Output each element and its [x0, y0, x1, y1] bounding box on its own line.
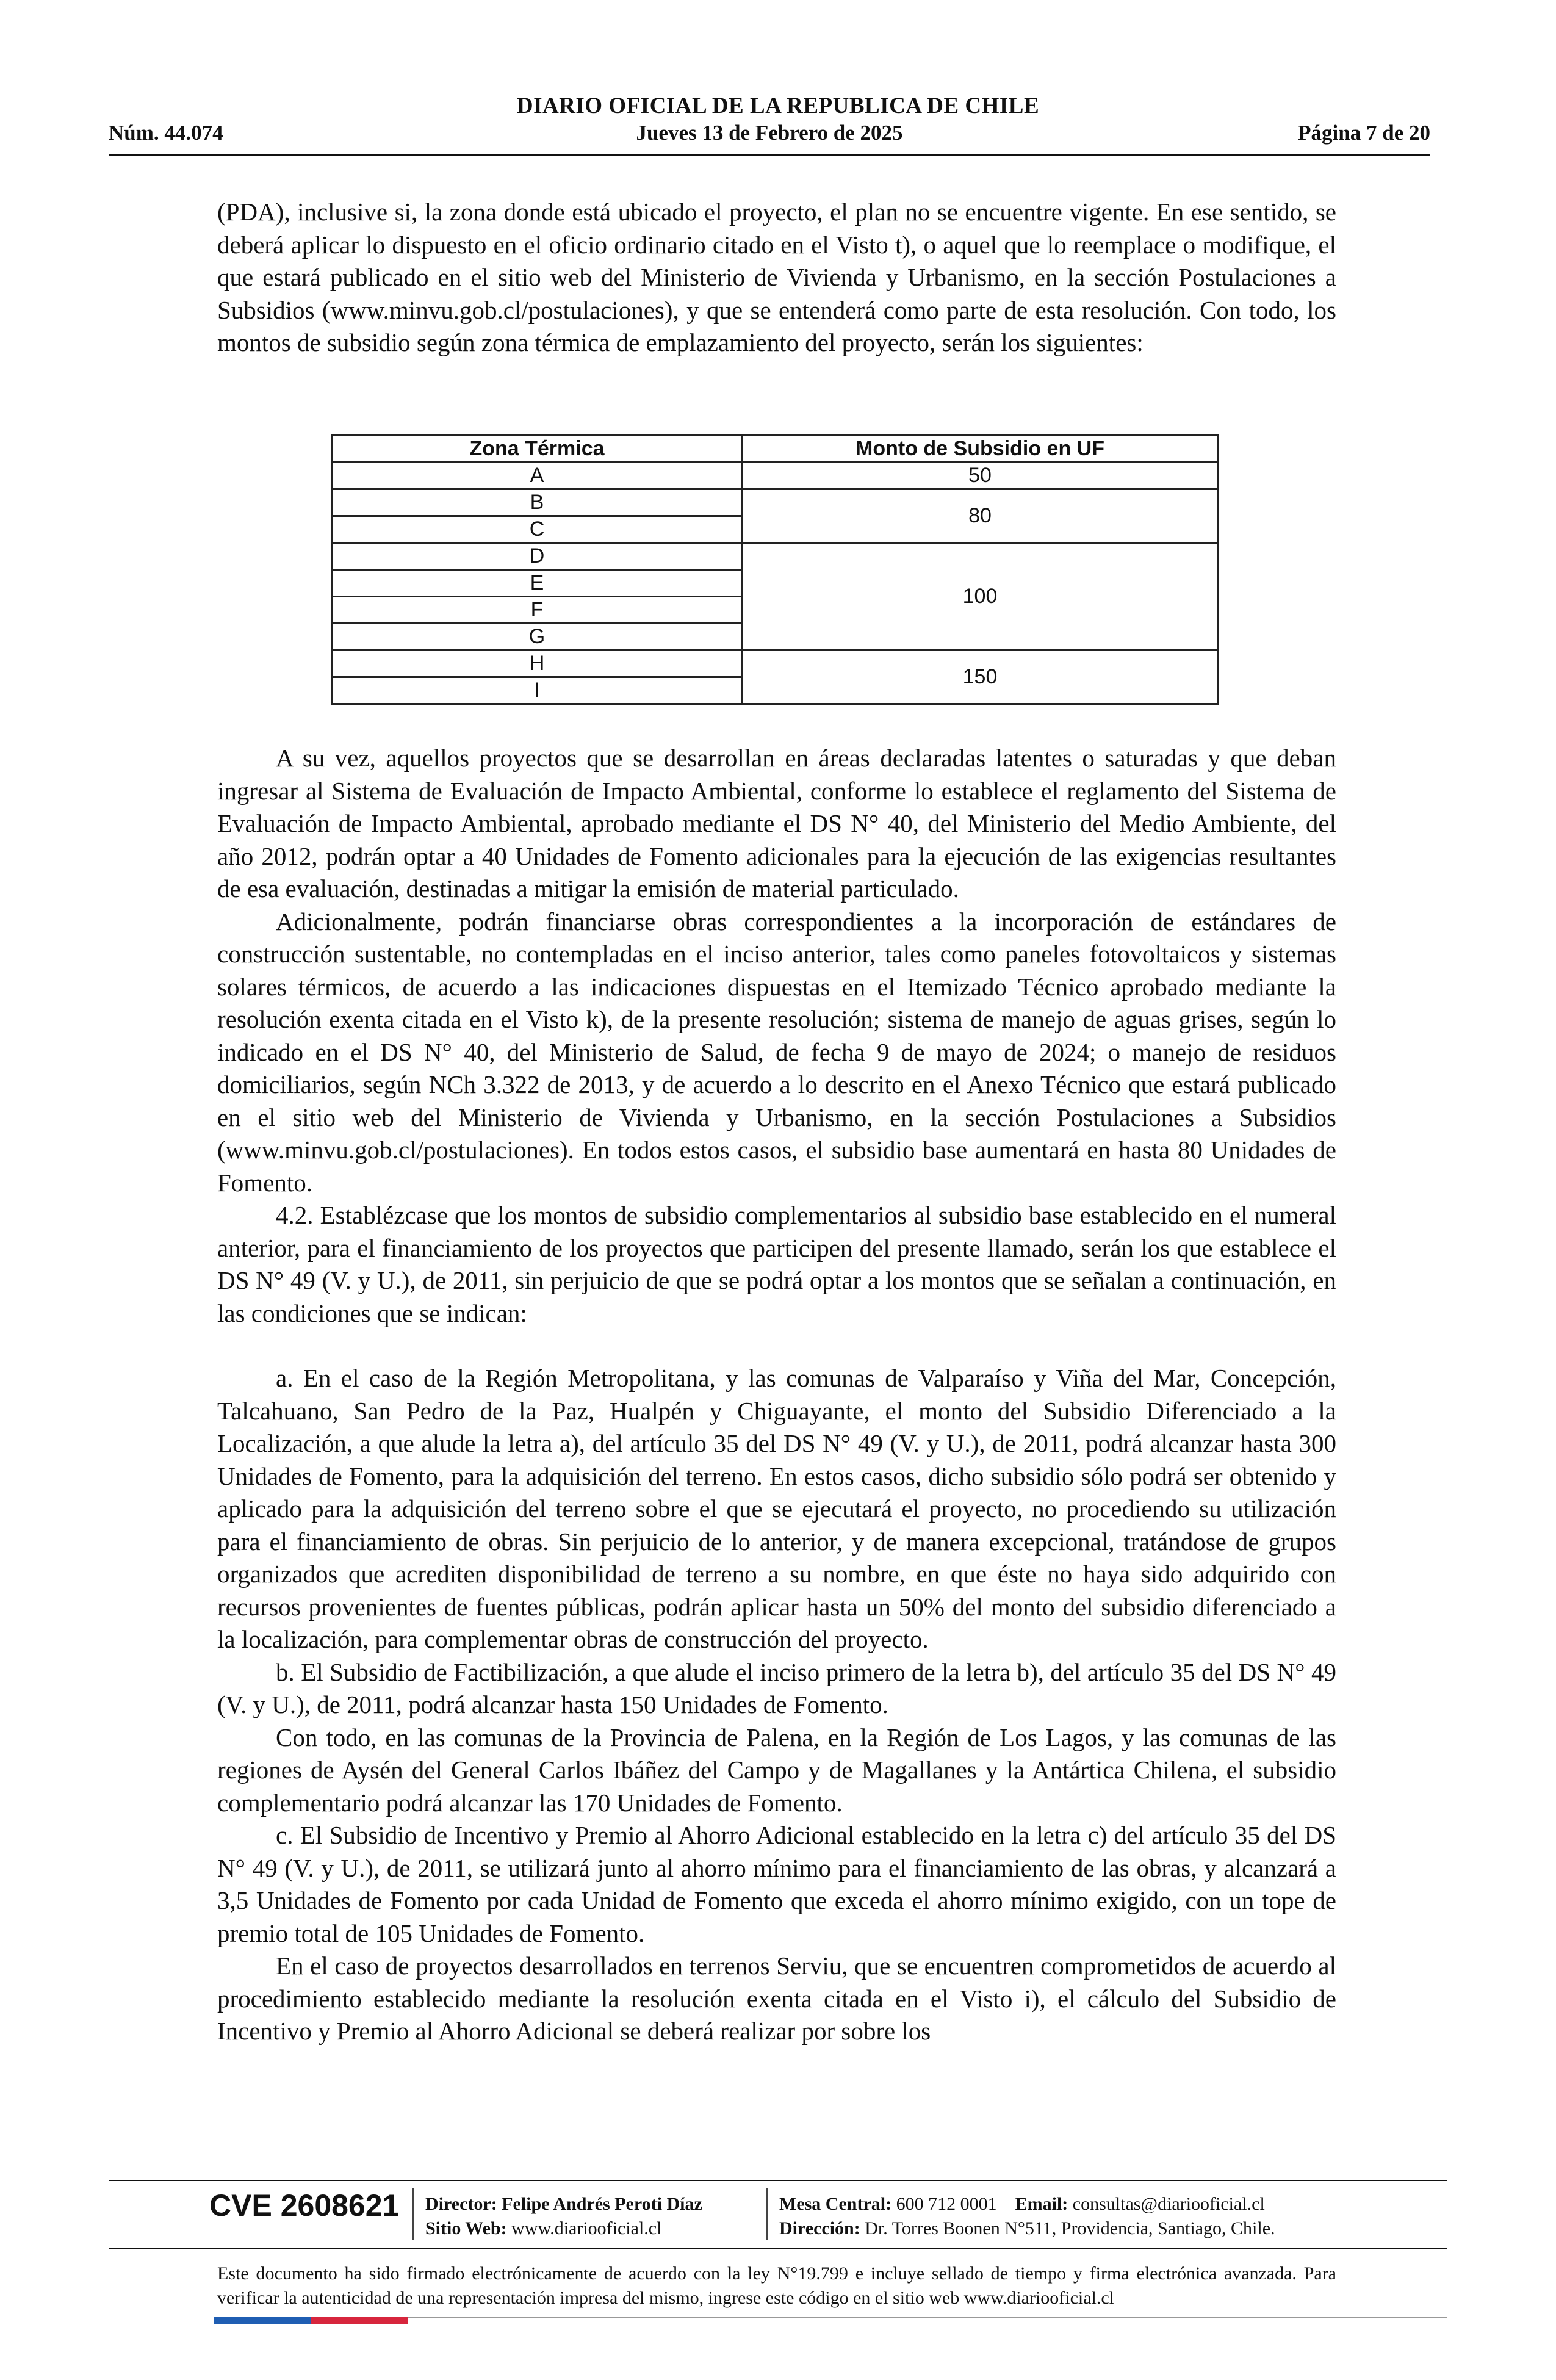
flag-blue-segment — [214, 2317, 311, 2324]
zone-cell: E — [333, 570, 742, 597]
issue-date: Jueves 13 de Febrero de 2025 — [636, 121, 903, 145]
thermal-zone-table — [331, 434, 1219, 705]
email-label: Email: — [1015, 2194, 1068, 2214]
site-label: Sitio Web: — [425, 2218, 507, 2238]
footer-separator — [412, 2188, 414, 2240]
amount-cell: 150 — [742, 651, 1219, 704]
footer-divider — [109, 2248, 1447, 2249]
zone-cell: G — [333, 624, 742, 651]
column-header-amount: Monto de Subsidio en UF — [742, 435, 1219, 463]
page-number: Página 7 de 20 — [1298, 121, 1430, 145]
paragraph: c. El Subsidio de Incentivo y Premio al Ahorro Adicional establecido en la letra c) del artículo 35 del DS N° 49 (V. y U.), de 2011, se utilizará junto al ahorro mínimo para el financiamiento de las obras, y alcanzará a 3,5 Unidades de Fomento por cada Unidad de Fomento que exceda el ahorro mínimo exigido, con un tope de premio total de 105 Unidades de Fomento. — [217, 1821, 1336, 1947]
column-header-zone: Zona Térmica — [333, 435, 742, 463]
issue-number: Núm. 44.074 — [109, 121, 223, 145]
paragraph: En el caso de proyectos desarrollados en terrenos Serviu, que se encuentren comprometidos de acuerdo al procedimiento establecido mediante la resolución exenta citada en el Visto i), el cálculo del Subsidio de Incentivo y Premio al Ahorro Adicional se deberá realizar por sobre los — [217, 1952, 1336, 2045]
paragraph: Con todo, en las comunas de la Provincia de Palena, en la Región de Los Lagos, y las comunas de las regiones de Aysén del General Carlos Ibáñez del Campo y de Magallanes y la Antártica Chilena, el subsidio complementario podrá alcanzar las 170 Unidades de Fomento. — [217, 1723, 1336, 1817]
amount-cell: 80 — [742, 489, 1219, 543]
zone-cell: C — [333, 516, 742, 543]
header-row — [109, 121, 1430, 149]
director-label: Director: — [425, 2194, 497, 2214]
flag-stripe — [214, 2317, 408, 2324]
footer-director-block — [425, 2192, 702, 2241]
zone-cell: B — [333, 489, 742, 516]
mesa-label: Mesa Central: — [779, 2194, 892, 2214]
email-link[interactable]: consultas@diariooficial.cl — [1072, 2194, 1265, 2214]
amount-cell: 50 — [742, 463, 1219, 489]
zone-cell: F — [333, 597, 742, 624]
flag-red-segment — [311, 2317, 408, 2324]
director-name: Felipe Andrés Peroti Díaz — [502, 2194, 702, 2214]
zone-cell: D — [333, 543, 742, 570]
body-main — [217, 742, 1336, 2048]
paragraph: a. En el caso de la Región Metropolitana, y las comunas de Valparaíso y Viña del Mar, Concepción, Talcahuano, San Pedro de la Paz, Hualpén y Chiguayante, el monto del Subsidio Diferenciado a la Localización, a que alude la letra a), del artículo 35 del DS N° 49 (V. y U.), de 2011, podrá alcanzar hasta 300 Unidades de Fomento, para la adquisición del terreno. En estos casos, dicho subsidio sólo podrá ser obtenido y aplicado para la adquisición del terreno sobre el que se ejecutará el proyecto, no procediendo su utilización para el financiamiento de obras. Sin perjuicio de lo anterior, y de manera excepcional, tratándose de grupos organizados que acrediten disponibilidad de terreno a su nombre, en que éste no haya sido adquirido con recursos provenientes de fuentes públicas, podrán aplicar hasta un 50% del monto del subsidio diferenciado a la localización, para complementar obras de construcción del proyecto. — [217, 1364, 1336, 1653]
paragraph: 4.2. Establézcase que los montos de subsidio complementarios al subsidio base establecido en el numeral anterior, para el financiamiento de los proyectos que participen del presente llamado, serán los que establece el DS N° 49 (V. y U.), de 2011, sin perjuicio de que se podrá optar a los montos que se señalan a continuación, en las condiciones que se indican: — [217, 1201, 1336, 1327]
zone-cell: H — [333, 651, 742, 677]
address-label: Dirección: — [779, 2218, 860, 2238]
footer-divider — [109, 2180, 1447, 2181]
site-link[interactable]: www.diariooficial.cl — [511, 2218, 662, 2238]
zone-cell: A — [333, 463, 742, 489]
header-divider — [109, 154, 1430, 156]
mesa-phone: 600 712 0001 — [896, 2194, 997, 2214]
body-top — [217, 196, 1336, 359]
newspaper-title: DIARIO OFICIAL DE LA REPUBLICA DE CHILE — [516, 93, 1040, 118]
amount-cell: 100 — [742, 543, 1219, 651]
cve-code: CVE 2608621 — [209, 2188, 400, 2223]
footer-contact-block — [779, 2192, 1275, 2241]
legal-notice: Este documento ha sido firmado electrónicamente de acuerdo con la ley N°19.799 e incluye sellado de tiempo y firma electrónica avanzada. Para verificar la autenticidad de una representación impresa del mismo, ingrese este código en el sitio web www.diariooficial.cl — [217, 2263, 1336, 2308]
paragraph: Adicionalmente, podrán financiarse obras correspondientes a la incorporación de estándares de construcción sustentable, no contempladas en el inciso anterior, tales como paneles fotovoltaicos y sistemas solares térmicos, de acuerdo a las indicaciones dispuestas en el Itemizado Técnico aprobado mediante la resolución exenta citada en el Visto k), de la presente resolución; sistema de manejo de aguas grises, según lo indicado en el DS N° 40, del Ministerio de Salud, de fecha 9 de mayo de 2024; o manejo de residuos domiciliarios, según NCh 3.322 de 2013, y de acuerdo a lo descrito en el Anexo Técnico que estará publicado en el sitio web del Ministerio de Vivienda y Urbanismo, en la sección Postulaciones a Subsidios (www.minvu.gob.cl/postulaciones). En todos estos casos, el subsidio base aumentará en hasta 80 Unidades de Fomento. — [217, 907, 1336, 1197]
paragraph: b. El Subsidio de Factibilización, a que alude el inciso primero de la letra b), del artículo 35 del DS N° 49 (V. y U.), de 2011, podrá alcanzar hasta 150 Unidades de Fomento. — [217, 1657, 1336, 1718]
paragraph: (PDA), inclusive si, la zona donde está ubicado el proyecto, el plan no se encuentre vigente. En ese sentido, se deberá aplicar lo dispuesto en el oficio ordinario citado en el Visto t), o aquel que lo reemplace o modifique, el que estará publicado en el sitio web del Ministerio de Vivienda y Urbanismo, en la sección Postulaciones a Subsidios (www.minvu.gob.cl/postulaciones), y que se entenderá como parte de esta resolución. Con todo, los montos de subsidio según zona térmica de emplazamiento del proyecto, serán los siguientes: — [217, 198, 1336, 356]
zone-cell: I — [333, 677, 742, 704]
paragraph: A su vez, aquellos proyectos que se desarrollan en áreas declaradas latentes o saturadas y que deban ingresar al Sistema de Evaluación de Impacto Ambiental, conforme lo establece el reglamento del Sistema de Evaluación de Impacto Ambiental, aprobado mediante el DS N° 40, del Ministerio del Medio Ambiente, del año 2012, podrán optar a 40 Unidades de Fomento adicionales para la ejecución de las exigencias resultantes de esa evaluación, destinadas a mitigar la emisión de material particulado. — [217, 744, 1336, 903]
footer-separator — [766, 2188, 768, 2240]
address-value: Dr. Torres Boonen N°511, Providencia, Santiago, Chile. — [865, 2218, 1275, 2238]
footer-bottom-line — [408, 2317, 1447, 2318]
